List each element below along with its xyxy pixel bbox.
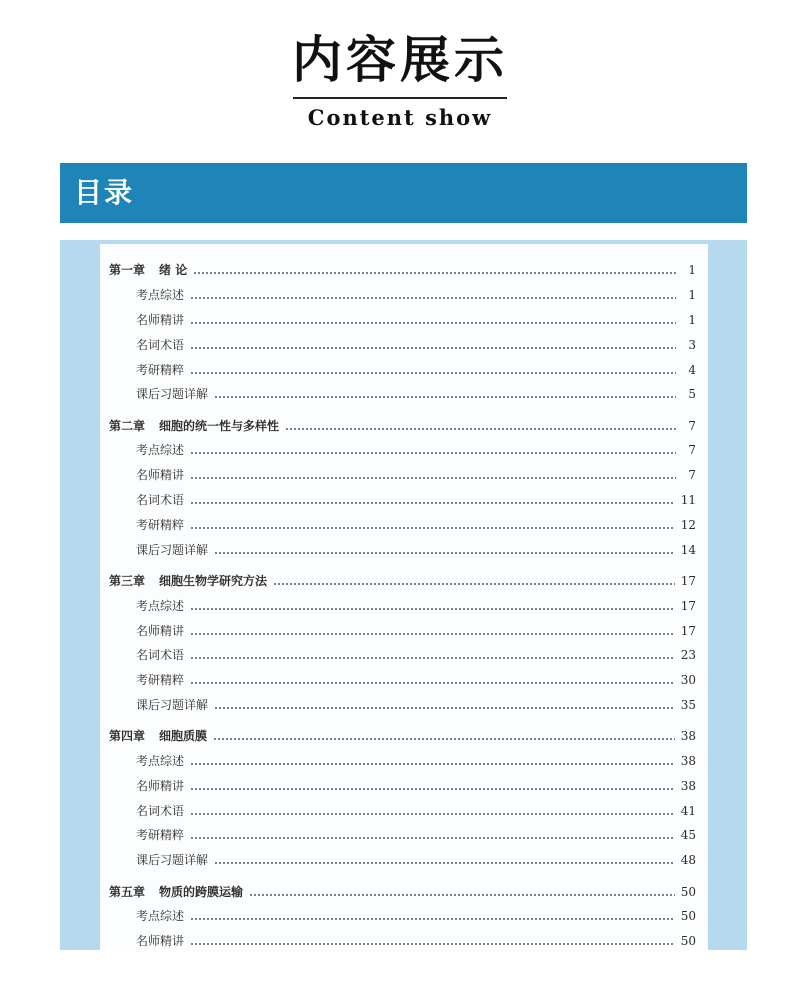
chapter-title: 物质的跨膜运输 [159,884,244,899]
dot-leader [214,862,675,864]
section-title: 名师精讲 [136,778,185,793]
toc-page [100,244,708,950]
section-title: 考点综述 [136,598,185,613]
section-page-number: 1 [688,312,696,327]
dot-leader [190,347,676,349]
toc-section-row[interactable] [100,693,708,718]
toc-section-row[interactable] [100,382,708,407]
toc-section-row[interactable] [100,848,708,873]
section-title: 名词术语 [136,493,185,508]
toc-chapter-row[interactable] [100,258,708,283]
section-title: 考点综述 [136,288,185,303]
dot-leader [273,583,675,585]
dot-leader [213,738,675,740]
dot-leader [190,633,675,635]
section-title: 名师精讲 [136,623,185,638]
section-page-number: 7 [688,468,696,483]
dot-leader [190,372,676,374]
toc-banner-title: 目录 [74,176,135,209]
toc-frame [60,240,747,950]
toc-section-row[interactable] [100,929,708,954]
toc-list [100,258,708,954]
section-page-number: 48 [680,853,696,868]
dot-leader [190,788,675,790]
toc-section-row[interactable] [100,283,708,308]
section-page-number: 11 [680,493,696,508]
section-title: 课后习题详解 [136,542,209,557]
section-title: 名词术语 [136,803,185,818]
toc-section-row[interactable] [100,463,708,488]
toc-section-row[interactable] [100,749,708,774]
chapter-title: 绪 论 [159,263,188,278]
dot-leader [190,943,675,945]
dot-leader [190,502,675,504]
dot-leader [190,918,675,920]
page-title: 内容展示 [292,30,508,89]
chapter-page-number: 7 [688,418,696,433]
section-page-number: 50 [680,909,696,924]
section-page-number: 41 [680,803,696,818]
toc-section-row[interactable] [100,357,708,382]
section-title: 名师精讲 [136,934,185,949]
section-title: 课后习题详解 [136,853,209,868]
toc-section-row[interactable] [100,488,708,513]
chapter-page-number: 50 [680,884,696,899]
section-page-number: 4 [688,362,696,377]
toc-section-row[interactable] [100,773,708,798]
section-title: 考点综述 [136,754,185,769]
dot-leader [190,837,675,839]
dot-leader [190,682,675,684]
header [0,0,800,150]
chapter-number: 第一章 [109,263,146,278]
section-title: 考研精粹 [136,828,185,843]
toc-section-row[interactable] [100,618,708,643]
section-title: 考研精粹 [136,673,185,688]
chapter-page-number: 17 [680,573,696,588]
dot-leader [190,297,676,299]
dot-leader [214,552,675,554]
toc-section-row[interactable] [100,668,708,693]
dot-leader [193,272,676,274]
toc-section-row[interactable] [100,643,708,668]
chapter-page-number: 38 [680,729,696,744]
toc-section-row[interactable] [100,904,708,929]
toc-section-row[interactable] [100,438,708,463]
chapter-number: 第二章 [109,418,146,433]
section-page-number: 35 [680,697,696,712]
title-divider [293,97,507,99]
section-page-number: 30 [680,673,696,688]
toc-chapter-row[interactable] [100,724,708,749]
section-title: 考研精粹 [136,517,185,532]
section-title: 名师精讲 [136,468,185,483]
toc-section-row[interactable] [100,308,708,333]
section-page-number: 5 [688,387,696,402]
section-page-number: 45 [680,828,696,843]
section-page-number: 38 [680,754,696,769]
page-subtitle: Content show [307,105,493,130]
dot-leader [285,428,676,430]
dot-leader [190,657,675,659]
dot-leader [214,396,676,398]
chapter-number: 第四章 [109,729,146,744]
section-page-number: 38 [680,778,696,793]
toc-chapter-row[interactable] [100,569,708,594]
section-title: 课后习题详解 [136,387,209,402]
toc-section-row[interactable] [100,537,708,562]
section-title: 名师精讲 [136,312,185,327]
toc-section-row[interactable] [100,798,708,823]
dot-leader [249,894,675,896]
dot-leader [190,608,675,610]
dot-leader [190,322,676,324]
chapter-title: 细胞的统一性与多样性 [159,418,280,433]
section-page-number: 12 [680,517,696,532]
section-page-number: 14 [680,542,696,557]
chapter-page-number: 1 [688,263,696,278]
dot-leader [214,707,675,709]
section-page-number: 17 [680,623,696,638]
section-title: 名词术语 [136,648,185,663]
section-title: 课后习题详解 [136,697,209,712]
section-page-number: 23 [680,648,696,663]
dot-leader [190,477,676,479]
chapter-number: 第三章 [109,573,146,588]
section-page-number: 3 [688,337,696,352]
dot-leader [190,763,675,765]
section-title: 名词术语 [136,337,185,352]
chapter-title: 细胞生物学研究方法 [159,573,268,588]
section-page-number: 7 [688,443,696,458]
section-page-number: 50 [680,934,696,949]
dot-leader [190,452,676,454]
toc-chapter-row[interactable] [100,879,708,904]
section-page-number: 17 [680,598,696,613]
toc-banner [60,163,747,223]
section-title: 考点综述 [136,909,185,924]
toc-section-row[interactable] [100,512,708,537]
toc-section-row[interactable] [100,593,708,618]
dot-leader [190,813,675,815]
section-title: 考研精粹 [136,362,185,377]
toc-chapter-row[interactable] [100,413,708,438]
chapter-number: 第五章 [109,884,146,899]
chapter-title: 细胞质膜 [159,729,208,744]
dot-leader [190,527,675,529]
section-page-number: 1 [688,288,696,303]
section-title: 考点综述 [136,443,185,458]
toc-section-row[interactable] [100,332,708,357]
toc-section-row[interactable] [100,823,708,848]
